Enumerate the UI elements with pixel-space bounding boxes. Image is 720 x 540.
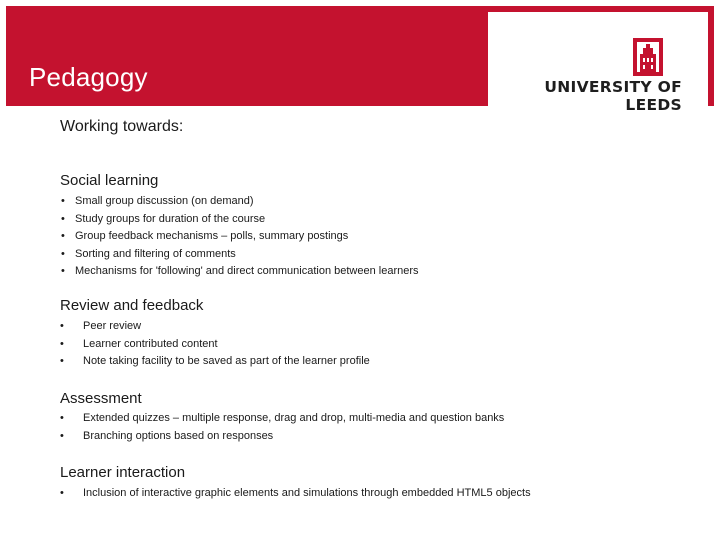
list-item: • Sorting and filtering of comments (61, 246, 419, 264)
bullet: • (60, 487, 64, 499)
list-item: • Branching options based on responses (60, 428, 504, 446)
list-item: • Inclusion of interactive graphic elements and simulations through embedded HTML5 objects (60, 485, 531, 503)
university-logo (488, 12, 708, 114)
bullet: • (61, 212, 65, 225)
leeds-tower-icon (633, 38, 663, 76)
intro-text: Working towards: (60, 118, 184, 135)
section-heading-assessment: Assessment (60, 390, 142, 407)
bullet: • (61, 265, 65, 277)
list-item: • Mechanisms for 'following' and direct communication between learners (61, 263, 419, 281)
list-item: • Learner contributed content (60, 336, 370, 354)
bullet: • (60, 412, 64, 424)
section-heading-social-learning: Social learning (60, 172, 159, 189)
university-name: UNIVERSITY OF LEEDS (544, 78, 682, 114)
list-item: • Peer review (60, 318, 370, 336)
bullet: • (60, 320, 64, 332)
review-feedback-list (60, 318, 370, 371)
bullet: • (61, 247, 65, 260)
bullet: • (60, 355, 64, 367)
bullet: • (60, 337, 64, 350)
section-heading-review-feedback: Review and feedback (60, 297, 204, 314)
list-item: • Extended quizzes – multiple response, drag and drop, multi-media and question banks (60, 410, 504, 428)
list-item: • Small group discussion (on demand) (61, 193, 419, 211)
assessment-list (60, 410, 504, 445)
page-title: Pedagogy (29, 62, 148, 92)
section-heading-learner-interaction: Learner interaction (60, 464, 186, 481)
title-banner (6, 6, 714, 114)
list-item: • Study groups for duration of the course (61, 211, 419, 229)
bullet: • (60, 429, 64, 442)
social-learning-list (61, 193, 419, 281)
bullet: • (61, 230, 65, 242)
learner-interaction-list (60, 485, 531, 503)
list-item: • Note taking facility to be saved as part of the learner profile (60, 353, 370, 371)
bullet: • (61, 195, 65, 207)
list-item: • Group feedback mechanisms – polls, summary postings (61, 228, 419, 246)
